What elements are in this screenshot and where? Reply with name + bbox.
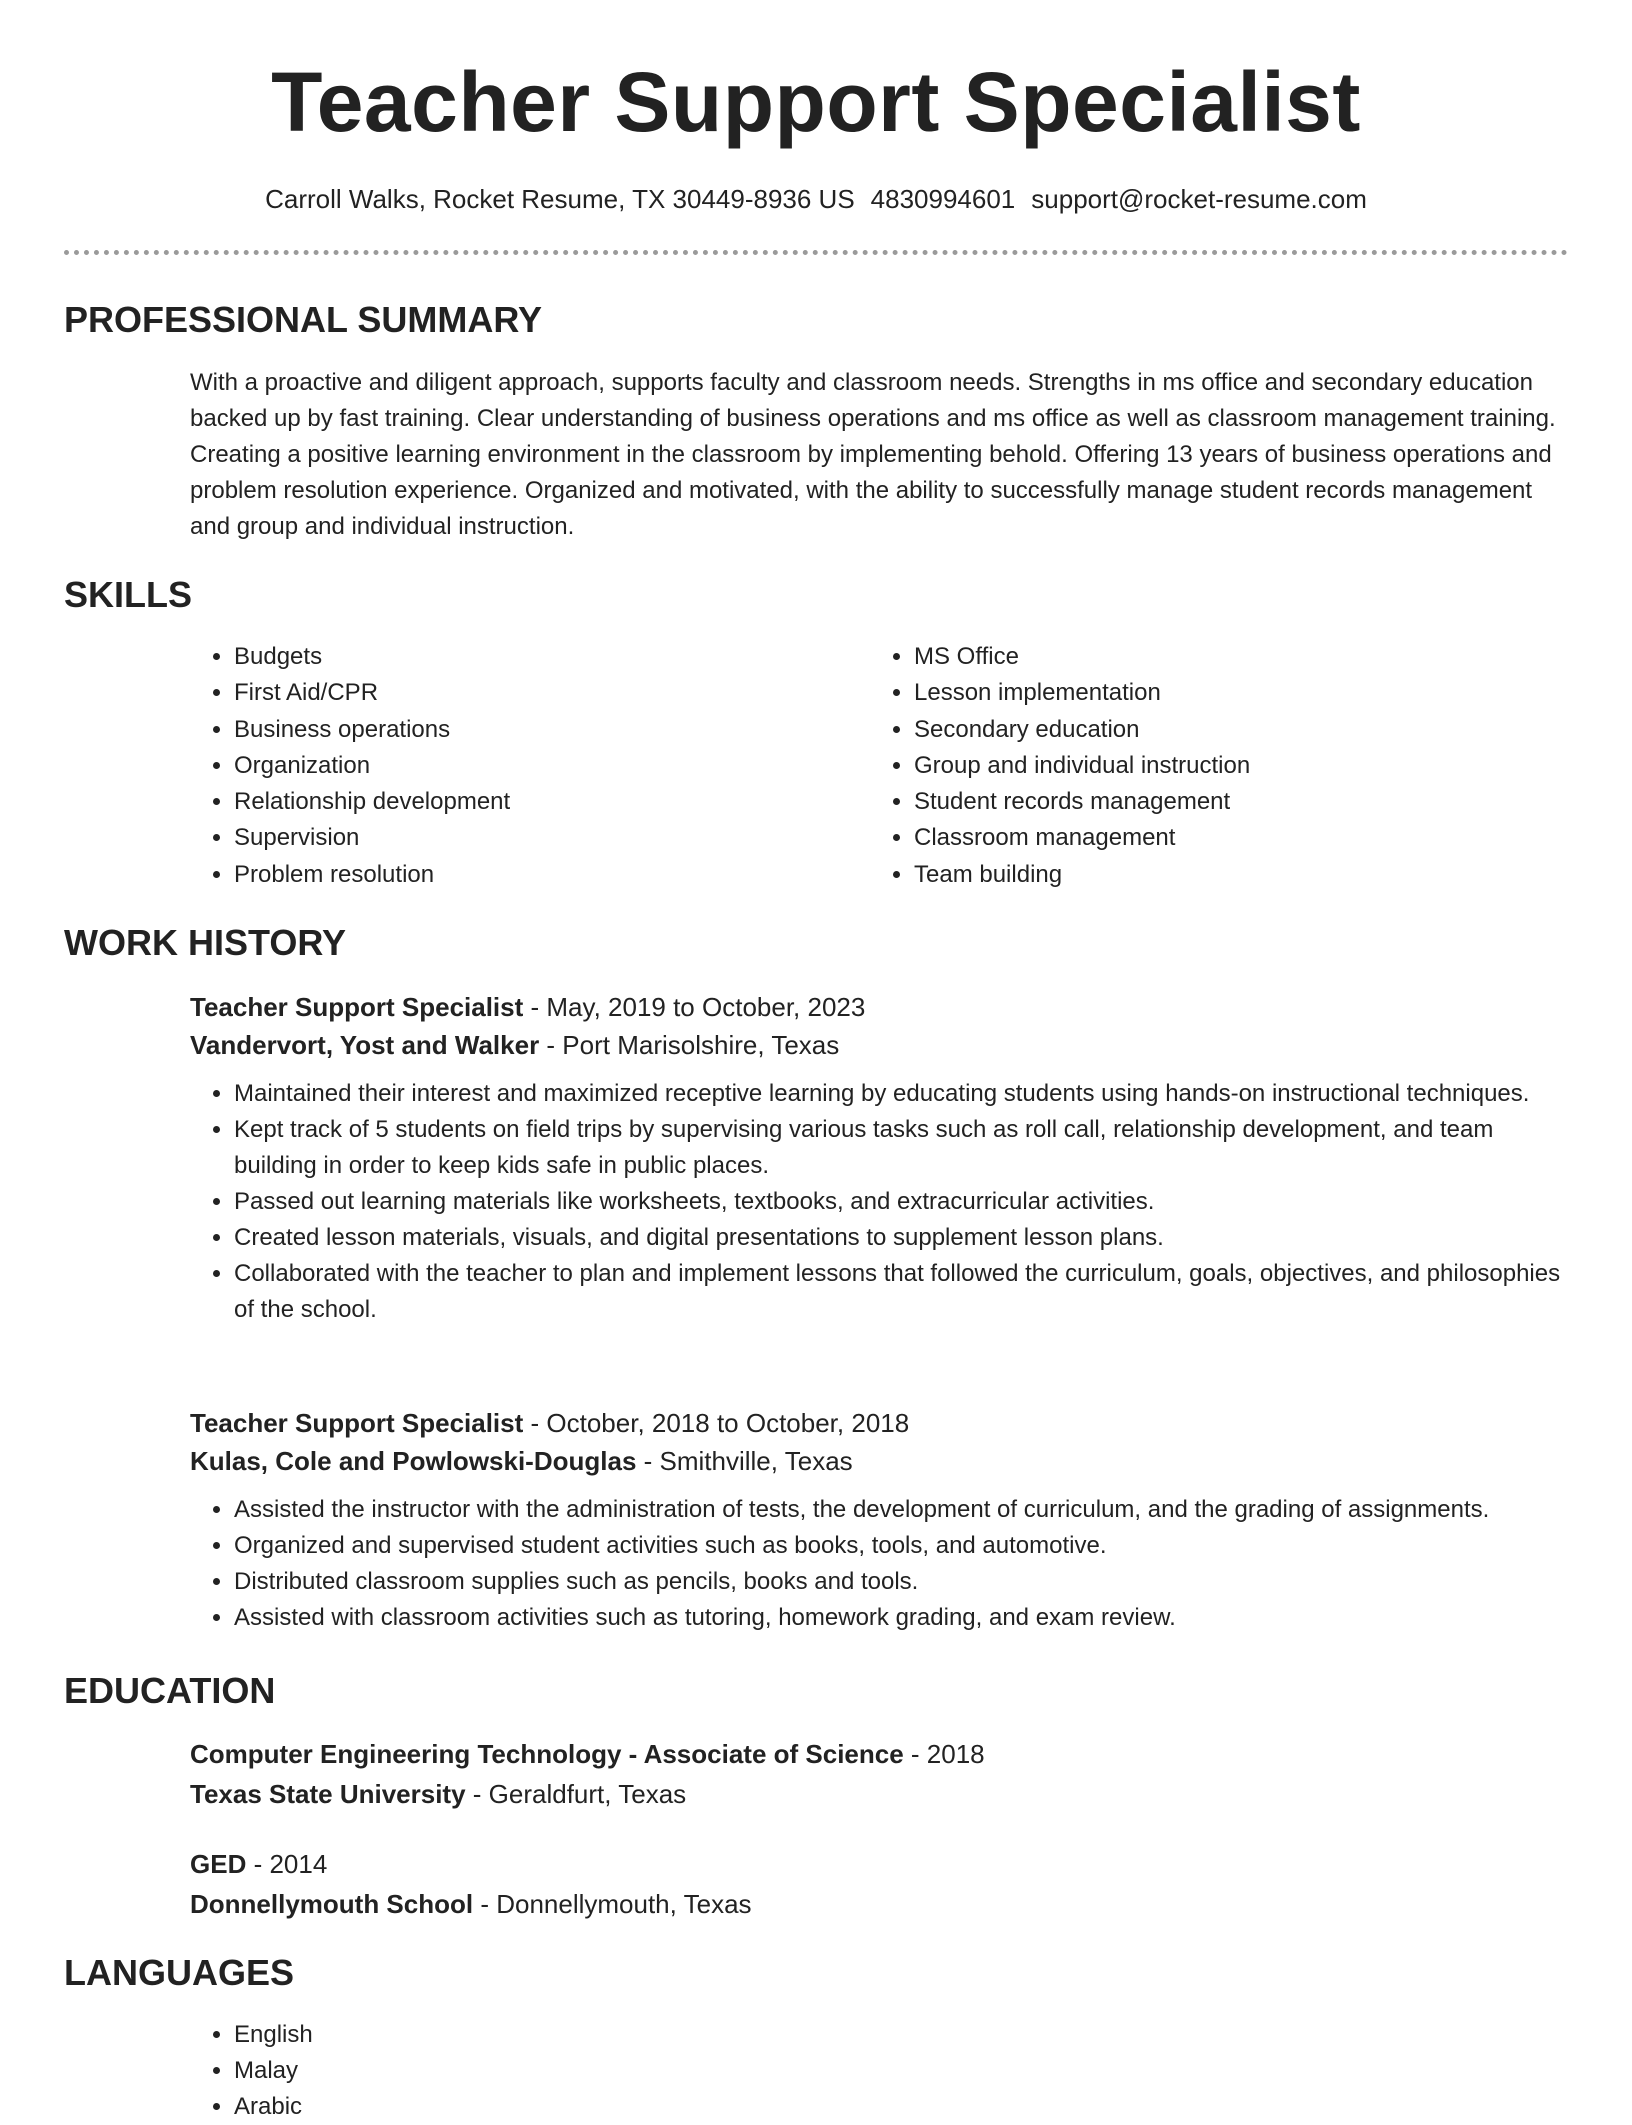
edu-location: - Geraldfurt, Texas <box>465 1779 687 1809</box>
skill-item: • First Aid/CPR <box>234 675 830 711</box>
contact-phone: 4830994601 <box>870 184 1016 214</box>
contact-address: Carroll Walks, Rocket Resume, TX 30449-8936 US <box>265 184 855 214</box>
education-heading: EDUCATION <box>64 1670 276 1711</box>
language-item: • English <box>234 2017 1570 2053</box>
skills-column-left <box>190 639 830 893</box>
edu-degree: Computer Engineering Technology - Associate of Science <box>190 1739 904 1769</box>
job-title-line <box>190 988 1570 1026</box>
edu-year: - 2014 <box>246 1849 328 1879</box>
candidate-name: Teacher Support Specialist <box>271 55 1361 149</box>
duty-item: • Created lesson materials, visuals, and digital presentations to supplement lesson plans. <box>234 1220 1570 1256</box>
job-entry <box>190 1404 1570 1636</box>
skills-list-left <box>190 639 830 893</box>
edu-location: - Donnellymouth, Texas <box>473 1889 752 1919</box>
languages-list <box>190 2017 1570 2125</box>
skill-item: • Budgets <box>234 639 830 675</box>
summary-text: With a proactive and diligent approach, supports faculty and classroom needs. Strengths in ms office and secondary education backed up by fast training. Clear understanding of business operations and ms office as well as classroom management training. Creating a positive learning environment in the classroom by implementing behold. Offering 13 years of business operations and problem resolution experience. Organized and motivated, with the ability to successfully manage student records management and group and individual instruction. <box>190 369 1556 540</box>
contact-email[interactable]: support@rocket-resume.com <box>1031 184 1367 214</box>
skills-column-right <box>870 639 1510 893</box>
duty-item: • Assisted with classroom activities such as tutoring, homework grading, and exam review. <box>234 1600 1570 1636</box>
duty-item: • Maintained their interest and maximized receptive learning by educating students using hands-on instructional techniques. <box>234 1076 1570 1112</box>
job-title-line <box>190 1404 1570 1442</box>
language-item: • Arabic <box>234 2089 1570 2125</box>
languages-heading: LANGUAGES <box>64 1952 295 1993</box>
contact-line <box>0 182 1632 216</box>
header-divider <box>64 250 1568 255</box>
language-item: • Malay <box>234 2053 1570 2089</box>
skill-item: • Business operations <box>234 712 830 748</box>
job-dates: - May, 2019 to October, 2023 <box>523 992 866 1022</box>
summary-heading: PROFESSIONAL SUMMARY <box>64 299 543 340</box>
education-entry <box>190 1735 1570 1813</box>
job-company-line <box>190 1442 1570 1480</box>
job-role: Teacher Support Specialist <box>190 1408 524 1438</box>
skill-item: • Team building <box>914 857 1510 893</box>
job-company: Vandervort, Yost and Walker <box>190 1030 540 1060</box>
edu-degree-line <box>190 1845 1570 1883</box>
skill-item: • Relationship development <box>234 784 830 820</box>
duty-item: • Organized and supervised student activities such as books, tools, and automotive. <box>234 1528 1570 1564</box>
languages-block <box>190 2017 1570 2125</box>
job-location: - Port Marisolshire, Texas <box>539 1030 840 1060</box>
job-entry <box>190 988 1570 1328</box>
job-location: - Smithville, Texas <box>636 1446 853 1476</box>
education-entry <box>190 1845 1570 1923</box>
duty-item: • Kept track of 5 students on field trips by supervising various tasks such as roll call, relationship development, and team building in order to keep kids safe in public places. <box>234 1112 1570 1184</box>
edu-school-line <box>190 1775 1570 1813</box>
job-role: Teacher Support Specialist <box>190 992 524 1022</box>
skill-item: • Student records management <box>914 784 1510 820</box>
job-duties <box>190 1076 1570 1328</box>
work-heading: WORK HISTORY <box>64 922 347 963</box>
skills-list-right <box>870 639 1510 893</box>
duty-item: • Distributed classroom supplies such as pencils, books and tools. <box>234 1564 1570 1600</box>
skill-item: • MS Office <box>914 639 1510 675</box>
skill-item: • Organization <box>234 748 830 784</box>
edu-school: Donnellymouth School <box>190 1889 474 1919</box>
skill-item: • Classroom management <box>914 820 1510 856</box>
job-duties <box>190 1492 1570 1636</box>
skill-item: • Supervision <box>234 820 830 856</box>
duty-item: • Passed out learning materials like worksheets, textbooks, and extracurricular activities. <box>234 1184 1570 1220</box>
skill-item: • Problem resolution <box>234 857 830 893</box>
edu-school: Texas State University <box>190 1779 466 1809</box>
job-dates: - October, 2018 to October, 2018 <box>523 1408 910 1438</box>
skills-heading: SKILLS <box>64 574 193 615</box>
edu-school-line <box>190 1885 1570 1923</box>
edu-degree-line <box>190 1735 1570 1773</box>
skill-item: • Secondary education <box>914 712 1510 748</box>
job-company: Kulas, Cole and Powlowski-Douglas <box>190 1446 637 1476</box>
job-company-line <box>190 1026 1570 1064</box>
duty-item: • Collaborated with the teacher to plan and implement lessons that followed the curriculum, goals, objectives, and philosophies of the school. <box>234 1256 1570 1328</box>
skill-item: • Lesson implementation <box>914 675 1510 711</box>
skill-item: • Group and individual instruction <box>914 748 1510 784</box>
edu-year: - 2018 <box>903 1739 985 1769</box>
edu-degree: GED <box>190 1849 247 1879</box>
duty-item: • Assisted the instructor with the administration of tests, the development of curriculum, and the grading of assignments. <box>234 1492 1570 1528</box>
